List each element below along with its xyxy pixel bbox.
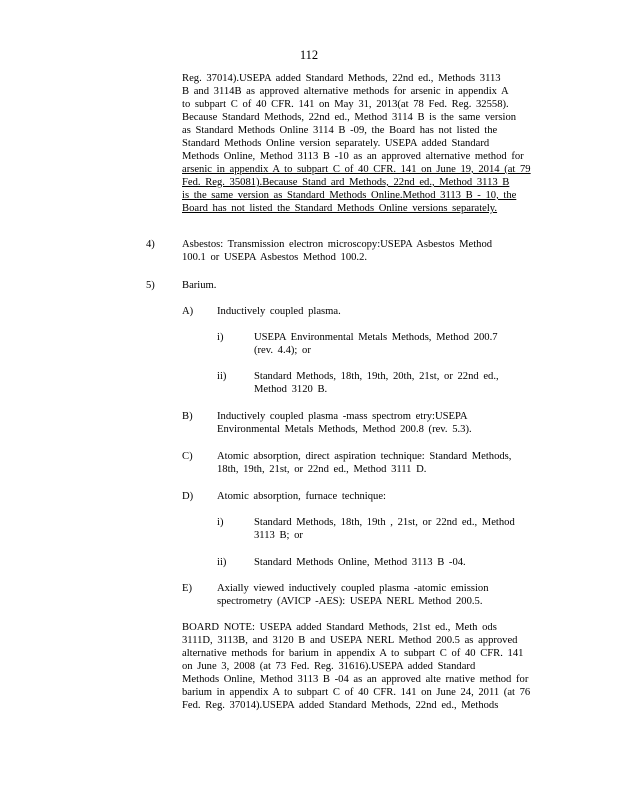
intro-line: to subpart C of 40 CFR. 141 on May 31, 2013(at 78 Fed. Reg. 32558). (182, 99, 509, 110)
board-note-line: Methods Online, Method 3113 B -04 as an approved alte rnative method for (182, 674, 529, 685)
subitem-a-text: Inductively coupled plasma. (217, 306, 341, 317)
intro-line: Because Standard Methods, 22nd ed., Method 3114 B is the same version (182, 112, 517, 123)
intro-line: Standard Methods Online version separately. USEPA added Standard (182, 138, 490, 149)
subitem-a-ii-line: Method 3120 B. (254, 384, 328, 395)
subitem-b-text (217, 410, 472, 436)
subitem-c-line: Atomic absorption, direct aspiration technique: Standard Methods, (217, 451, 512, 462)
intro-paragraph (182, 72, 531, 215)
item-4-text (182, 238, 492, 264)
subitem-e-label: E) (182, 583, 192, 594)
subitem-d-i-text (254, 516, 515, 542)
intro-line: B and 3114B as approved alternative methods for arsenic in appendix A (182, 86, 509, 97)
item-4-line: Asbestos: Transmission electron microscopy:USEPA Asbestos Method (182, 239, 493, 250)
item-4-label: 4) (146, 239, 155, 250)
subitem-e-line: spectrometry (AVICP -AES): USEPA NERL Method 200.5. (217, 596, 483, 607)
subitem-c-text (217, 450, 511, 476)
board-note-line: barium in appendix A to subpart C of 40 CFR. 141 on June 24, 2011 (at 76 (182, 687, 531, 698)
subitem-c-line: 18th, 19th, 21st, or 22nd ed., Method 3111 D. (217, 464, 427, 475)
subitem-a-ii-text (254, 370, 499, 396)
subitem-e-line: Axially viewed inductively coupled plasma -atomic emission (217, 583, 489, 594)
intro-line: as Standard Methods Online 3114 B -09, the Board has not listed the (182, 125, 498, 136)
subitem-d-text: Atomic absorption, furnace technique: (217, 491, 386, 502)
intro-underlined-line: Board has not listed the Standard Methods Online versions separately. (182, 203, 498, 214)
subitem-d-ii-label: ii) (217, 557, 227, 568)
board-note-line: BOARD NOTE: USEPA added Standard Methods, 21st ed., Meth ods (182, 622, 497, 633)
intro-underlined-line: Fed. Reg. 35081).Because Stand ard Methods, 22nd ed., Method 3113 B (182, 177, 510, 188)
intro-line: Reg. 37014).USEPA added Standard Methods, 22nd ed., Methods 3113 (182, 73, 501, 84)
intro-underlined-line: is the same version as Standard Methods Online.Method 3113 B - 10, the (182, 190, 517, 201)
subitem-e-text (217, 582, 489, 608)
subitem-d-i-label: i) (217, 517, 224, 528)
subitem-a-ii-label: ii) (217, 371, 227, 382)
board-note-line: on June 3, 2008 (at 73 Fed. Reg. 31616).USEPA added Standard (182, 661, 476, 672)
intro-line: Methods Online, Method 3113 B -10 as an approved alternative method for (182, 151, 524, 162)
page-number: 112 (299, 48, 319, 62)
board-note-line: 3111D, 3113B, and 3120 B and USEPA NERL Method 200.5 as approved (182, 635, 518, 646)
subitem-d-ii-text: Standard Methods Online, Method 3113 B -04. (254, 557, 466, 568)
item-4-line: 100.1 or USEPA Asbestos Method 100.2. (182, 252, 368, 263)
subitem-d-i-line: 3113 B; or (254, 530, 303, 541)
subitem-d-i-line: Standard Methods, 18th, 19th , 21st, or 22nd ed., Method (254, 517, 515, 528)
subitem-d-label: D) (182, 491, 194, 502)
subitem-a-i-text (254, 331, 498, 357)
subitem-a-i-line: USEPA Environmental Metals Methods, Method 200.7 (254, 332, 498, 343)
board-note-line: Fed. Reg. 37014).USEPA added Standard Methods, 22nd ed., Methods (182, 700, 499, 711)
subitem-c-label: C) (182, 451, 193, 462)
subitem-b-line: Inductively coupled plasma -mass spectrom etry:USEPA (217, 411, 468, 422)
subitem-a-i-label: i) (217, 332, 224, 343)
board-note-line: alternative methods for barium in appendix A to subpart C of 40 CFR. 141 (182, 648, 524, 659)
subitem-b-line: Environmental Metals Methods, Method 200.8 (rev. 5.3). (217, 424, 472, 435)
item-5-text: Barium. (182, 280, 217, 291)
board-note (182, 621, 530, 712)
subitem-a-ii-line: Standard Methods, 18th, 19th, 20th, 21st, or 22nd ed., (254, 371, 499, 382)
subitem-a-label: A) (182, 306, 194, 317)
item-5-label: 5) (146, 280, 155, 291)
intro-underlined-line: arsenic in appendix A to subpart C of 40 CFR. 141 on June 19, 2014 (at 79 (182, 164, 531, 175)
subitem-b-label: B) (182, 411, 193, 422)
subitem-a-i-line: (rev. 4.4); or (254, 345, 311, 356)
